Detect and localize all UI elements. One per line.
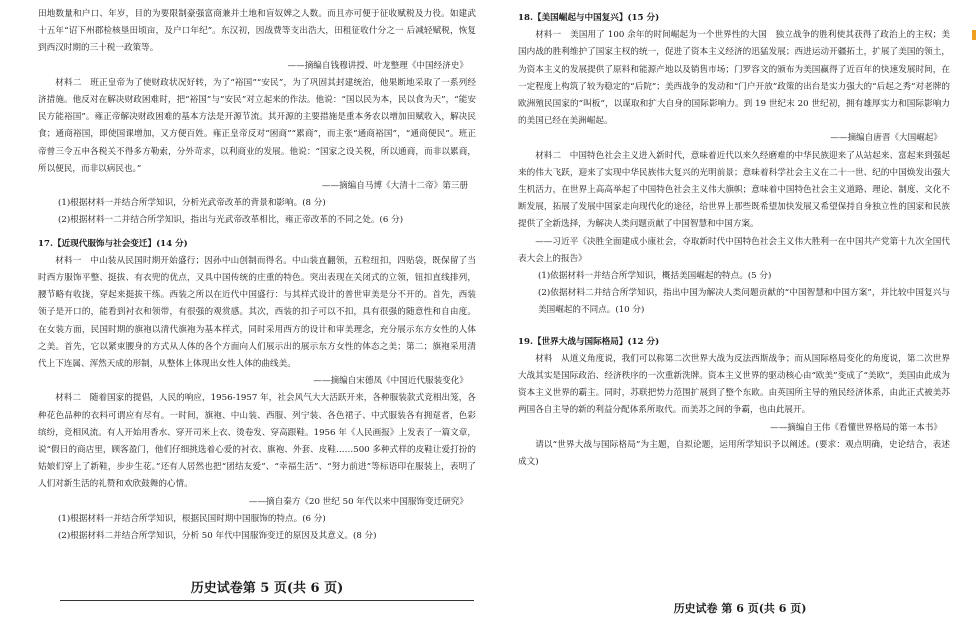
page-5 [38, 0, 476, 625]
page-5-footer [60, 579, 474, 599]
source-citation: ——摘编自钱穆讲授、叶龙整理《中国经济史》 [287, 60, 468, 71]
page-number-label: 历史试卷第 5 页(共 6 页) [190, 581, 344, 596]
question-17-material-2: 材料二 随着国家的提倡，人民的响应，1956-1957 年，社会风气大大活跃开来，各种服装款式竞相出笼，各种花色品种的衣料可谓应有尽有。一时间，旗袍、中山装、西服、列宁装、各色裙子、中式服装各有拥趸者，色彩缤纷，竞相风流。有人开始用香水、穿开司米上衣、烫卷发、穿高跟鞋。1956 年《人民画报》上发表了一篇文章，说“假日的商店里，顾客盈门，他们仔细挑选着心爱的衬衣、旗袍、外套、皮鞋……500 多种式样的皮鞋让爱打扮的姑娘们穿上了新鞋，步步生花。”还有人居然也把“团结友爱”、“幸福生活”、“努力前进”等标语印在服装上，表明了人们对新生活的礼赞和欢欣鼓舞的心情。 [38, 393, 476, 490]
page-6-footer [640, 600, 840, 616]
question-18-1: (1)依据材料一并结合所学知识，概括美国崛起的特点。(5 分) [538, 271, 772, 282]
question-16-2: (2)根据材料一二并结合所学知识，指出与光武帝改革相比，雍正帝改革的不同之处。(6 分) [58, 215, 404, 226]
source-citation: ——摘编自马博《大清十二帝》第三册 [321, 181, 468, 192]
edge-marker [972, 30, 976, 40]
question-18-2: (2)依据材料二并结合所学知识，指出中国为解决人类问题贡献的“中国智慧和中国方案”，并比较中国复兴与美国崛起的不同点。(10 分) [538, 288, 950, 316]
question-18-material-1: 材料一 美国用了 100 余年的时间崛起为一个世界性的大国 独立战争的胜利使其获得了政治上的主权；美国内战的胜利维护了国家主权的统一，促进了资本主义经济的迅猛发展；西进运动开疆拓土，扩展了美国的领土，为资本主义的发展提供了原料和能源产地以及销售市场；门罗容文的颁布为美国赢得了近百年的快速发展时间，在一定程度上构筑了较为稳定的“后院”；美西战争的发动和“门户开放”政策的出台是实力强大的“后起之秀”对老牌的欧洲殖民国家的“叫板”，以谋取和扩大自身的国际影响力。到 19 世纪末 20 世纪初，拥有雄厚实力和国际影响力的美国已经在美洲崛起。 [518, 30, 950, 127]
page-6 [518, 0, 950, 625]
question-16-1: (1)根据材料一并结合所学知识，分析光武帝改革的背景和影响。(8 分) [58, 198, 326, 209]
question-17-material-1: 材料一 中山装从民国时期开始盛行；因孙中山创制而得名。中山装直翻领，五粒纽扣，四贴袋，既保留了当时西方服饰平整、挺拔、有衣兜的优点，又具中国传统的庄重的特色。突出表现在关闭式的立领，钮扣直线排列，腰节略有收拢，穿起来挺拔干练。西装之所以在近代中国盛行：与其样式设计的普世审美是分不开的。首先，西装领子是开口的，能看到衬衣和领带，有很强的观赏感。其次，西装的扣子可以不扣，具有很强的随意性和自由度。在女装方面，民国时期的旗袍以清代旗袍为基本样式，同时采用西方的设计和审美理念，充分展示东方女性的人体之美。首先，它以紧束腰身的方式从人体的各个方面向人们展示出的展示东方女性的体态之美；第二；旗袍采用清代上下连属、浑然天成的形制，从整体上体现出女性人体的曲线美。 [38, 255, 476, 370]
source-citation: ——摘编自王伟《看懂世界格局的第一本书》 [770, 422, 942, 433]
material-intro-text: 田地数量和户口、年岁，目的为要限制豪强富商兼并土地和盲奴婢之人数。而且亦可便于征收赋税及力役。如建武十五年“诏下州郡检核垦田顷亩，及户口年纪”。东汉初，因战费等支出浩大，田租征收什分之一 后减轻赋税，恢复到西汉时期的三十税一政策等。 [38, 9, 476, 54]
page-number-label: 历史试卷 第 6 页(共 6 页) [673, 602, 807, 615]
question-17-2: (2)根据材料二并结合所学知识，分析 50 年代中国服饰变迁的原因及其意义。(8 分) [58, 531, 377, 542]
source-citation: ——习近平《决胜全面建成小康社会，夺取新时代中国特色社会主义伟大胜利一在中国共产党第十九次全国代表大会上的报告》 [518, 236, 950, 264]
question-17-heading: 17.【近现代服饰与社会变迁】(14 分) [38, 238, 188, 249]
question-17-1: (1)根据材料一并结合所学知识，根据民国时期中国服饰的特点。(6 分) [58, 513, 326, 524]
footer-rule [60, 600, 474, 601]
source-citation: ——摘自秦方《20 世纪 50 年代以来中国服饰变迁研究》 [248, 496, 468, 507]
source-citation: ——摘编自宋德凤《中国近代服装变化》 [313, 376, 468, 387]
material-2-text: 材料二 班正皇帝为了使财政状况好转，为了“裕国”“安民”，为了巩固其封建统治，他果断地采取了一系列经济措施。他反对在解决财政困难时，把“裕国”与“安民”对立起来的作法。他说：“国以民为本，民以食为天”，“能安民方能裕国”。雍正帝解决财政困难的基本方法是开源节流。其开源的主要措施是重本务农以增加田赋收入，解决民食；通商裕国，即使国课增加，又方便百姓。雍正皇帝反对“困商”“累商”，而主张“通商裕国”，“通商便民”。班正帝曾三令五申各税关不得多方勒索，分外苛求，以利商业的发展。他说：“国家之设关税，所以通商，而非以累商，所以便民，而非以病民也。” [38, 77, 476, 174]
question-18-heading: 18.【美国崛起与中国复兴】(15 分) [518, 13, 660, 23]
question-18-material-2: 材料二 中国特色社会主义进入新时代，意味着近代以来久经磨难的中华民族迎来了从站起来、富起来到强起来的伟大飞跃，迎来了实现中华民族伟大复兴的光明前景；意味着科学社会主义在二十一世、纪的中国焕发出强大生机活力，在世界上高高举起了中国特色社会主义伟大旗帜；意味着中国特色社会主义道路、理论、制度、文化不断发展，拓展了发展中国家走向现代化的途径，给世界上那些既希望加快发展又希望保持自身独立性的国家和民族提供了全新选择，为解决人类问题贡献了中国智慧和中国方案。 [518, 150, 950, 230]
source-citation: ——摘编自唐晋《大国崛起》 [830, 133, 942, 144]
question-19-task: 请以“世界大战与国际格局”为主题，自拟论题，运用所学知识予以阐述。(要求：观点明确，史论结合，表述成文) [518, 439, 950, 468]
question-19-heading: 19.【世界大战与国际格局】(12 分) [518, 336, 660, 347]
question-19-material: 材料 从道义角度说，我们可以称第二次世界大战为反法西斯战争；而从国际格局变化的角度说，第二次世界大战其实是国际政治、经济秩序的一次重新洗牌。资本主义世界的驱动核心由“欧美”变成了“美欧”，美国由此成为资本主义世界的霸主。同时，苏联把势力范围扩展到了整个东欧。由英国所主导的殖民经济体系，由此正式被美苏两国各自主导的新的利益分配体系所取代。而美苏之间的争霸，也由此展开。 [518, 353, 950, 416]
